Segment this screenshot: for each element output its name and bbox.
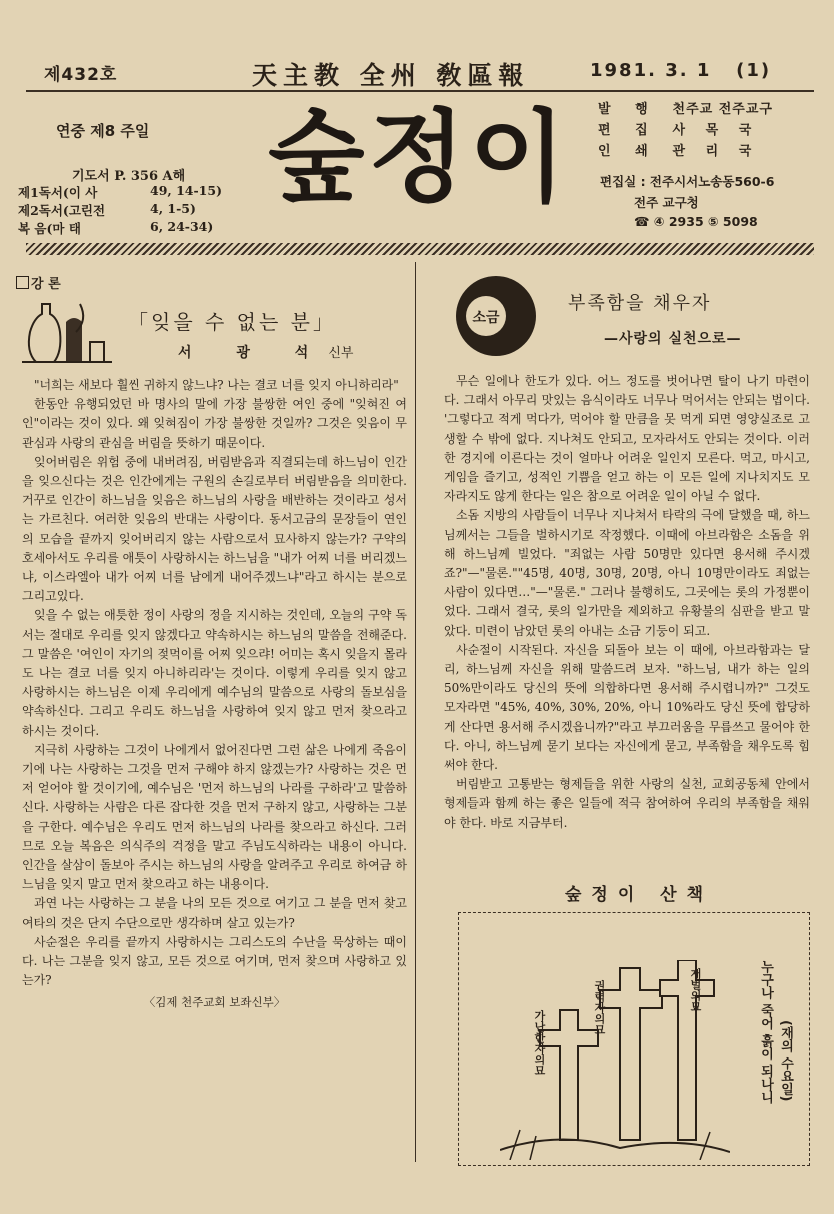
address-line-2: 전주 교구청 [634,195,699,210]
checkbox-icon [16,276,29,289]
publisher-value: 관 리 국 [672,144,760,159]
paragraph: 사순절이 시작된다. 자신을 되돌아 보는 이 때에, 아브라함과는 달리, 하느님께 자신을 위해 말씀드려 보자. "하느님, 내가 하는 일의 50%만이라도 당신의 뜻에 의합하다면 용서해 주시렵니까?" 그것도 모자라면 "45%, 40%, 30%, 20%, 아니 10%라도 당신 뜻에 합당하게 산다면 용서해 주시겠읍니까?"라고 부끄러움을 무릅쓰고 물어야 한다. 아니, 하느님께 묻기 보다는 자신에게 묻고, 부족함을 채우도록 힘써야 한다. [444,642,810,773]
cross-label-poor: 가난한자의묘 [533,1010,546,1076]
masthead-rule [26,90,814,92]
newspaper-logo: 숲정이 [268,99,570,216]
cartoon-caption-date: (재의 수요일) [778,1020,793,1102]
paragraph: 과연 나는 사랑하는 그 분을 나의 모든 것으로 여기고 그 분을 먼저 찾고 여타의 것은 단지 수단으로만 생각하며 살고 있는가? [22,896,407,930]
reading-value: 4, 1-5) [150,201,196,216]
cross-label-powerful: 권력자의묘 [593,980,606,1035]
author-title: 신부 [328,346,354,361]
publisher-key: 편 집 [598,123,658,138]
column-subtitle: —사랑의 실천으로— [604,331,742,347]
publisher-row [598,140,759,159]
paragraph: 무슨 일에나 한도가 있다. 어느 정도를 벗어나면 탈이 나기 마련이다. 그래서 아무리 맛있는 음식이라도 너무나 먹어서는 안되는 법이다. '그렇다고 적게 먹다가, 먹어야 할 만큼을 못 먹게 되면 영양실조로 고생할 수 밖에 없다. 지나쳐도 안되고, 모자라서도 안되는 것이다. 이러한 경지에 이른다는 것이 얼마나 어려운 일인지 모른다. 먹고, 마시고, 게임을 즐기고, 성적인 기쁨을 얻고 하는 이 모든 일에 지나치지도 모자라지도 않게 한다는 일은 참으로 어려운 일이 아닐 수 없다. [444,374,810,504]
paragraph: 사순절은 우리를 끝까지 사랑하시는 그리스도의 수난을 묵상하는 때이다. 나는 그분을 잊지 않고, 모든 것으로 여기며, 먼저 찾으며 사랑하고 있는가? [22,934,407,988]
publisher-row [598,119,759,138]
paragraph: 소돔 지방의 사람들이 너무나 지나쳐서 타락의 극에 달했을 때, 하느님께서는 그들을 벌하시기로 작정했다. 이때에 아브라함은 소돔을 위해 하느님께 빌었다. "죄없는 사람 50명만 있다면 용서해 주시겠죠?"—"물론.""45명, 40명, 30명, 20명, 아니 10명만이라도 죄없는 사람이 있다면…"—"물론." 그러나 불행히도, 그곳에는 롯의 가정뿐이었다. 그래서 결국, 롯의 일가만을 제외하고 유황불의 심판을 받고 말았다. 미련이 남았던 롯의 아내는 소금 기둥이 되고. [444,508,810,638]
liturgical-sunday: 연중 제8 주일 [56,122,150,140]
reading-value: 49, 14-15) [150,183,222,198]
cross-label-rich: 재벌의묘 [689,968,702,1012]
section-tag-label: 강 론 [31,277,61,292]
paragraph: "너희는 새보다 훨씬 귀하지 않느냐? 나는 결코 너를 잊지 아니하리라" [34,378,399,392]
publisher-row [598,98,773,117]
publisher-value: 천주교 전주교구 [672,102,773,117]
cartoon-title: 숲정이 산책 [565,885,714,905]
date-text: 1981. 3. 1 [590,60,712,81]
publisher-key: 발 행 [598,102,658,117]
publisher-key: 인 쇄 [598,144,658,159]
phone-numbers: ☎ ④ 2935 ⑤ 5098 [634,214,758,229]
emblem-label: 소금 [472,310,500,326]
section-tag [16,273,61,292]
editorial-title: 「잊을 수 없는 분」 [128,310,336,334]
editorial-address [600,172,774,229]
paragraph: 한동안 유행되었던 바 명사의 말에 가장 불쌍한 여인 중에 "잊혀진 여인"이라는 것이 있다. 왜 잊혀짐이 가장 불쌍한 것일까? 그것은 잊음이 무관심과 사랑의 관심을 버림을 뜻하기 때문이다. [22,397,407,450]
reading-value: 6, 24-34) [150,219,214,234]
issue-date [590,60,771,81]
address-line: 편집실 : 전주시서노송동560-6 [600,174,775,189]
column-title: 부족함을 채우자 [568,293,712,314]
hatched-divider [26,243,814,255]
vase-illustration-icon [16,292,116,364]
editorial-body [22,376,407,1012]
salt-emblem-icon [448,272,544,360]
paragraph: 버림받고 고통받는 형제들을 위한 사랑의 실천, 교회공동체 안에서 형제들과 함께 하는 좋은 일들에 적극 참여하여 우리의 부족함을 채워야 한다. 바로 지금부터. [444,777,810,830]
reading-1 [0,183,240,203]
paragraph: 잊을 수 없는 애틋한 정이 사랑의 정을 지시하는 것인데, 오늘의 구약 독서는 절대로 우리를 잊지 않겠다고 약속하시는 하느님의 말씀을 전해준다. 그 말씀은 '여인이 자기의 젖먹이를 어찌 잊으랴! 어미는 혹시 잊을지 몰라도 나는 결코 너를 잊지 아니하리라'는 것이다. 이렇게 우리를 잊지 않고 사랑하시는 하느님은 이제 우리에게 예수님의 말씀으로 사랑의 돌보심을 약속하신다. 그리고 우리도 하느님을 사랑하여 잊지 않고 먼저 찾으라고 하시는 것이다. [22,608,407,738]
reading-label: 제1독서(이 사 [18,185,98,200]
prayer-book-ref: 기도서 P. 356 A해 [72,169,186,184]
paragraph: 지극히 사랑하는 그것이 나에게서 없어진다면 그런 삶은 나에게 죽음이기에 나는 사랑하는 그것을 먼저 구해야 하지 않겠는가? 사랑하는 것은 먼저 얻어야 할 것이기에, 예수님은 '먼저 하느님의 나라를 구하라'고 말씀하신다. 사랑하는 사람은 다른 잡다한 것을 먼저 구하지 않고, 사랑하는 그분을 구한다. 예수님은 우리도 먼저 하느님의 나라를 찾으라고 하신다. 그러므로 오늘 복음은 의식주의 걱정을 말고 주님도식하라는 내용이 아니다. 인간을 살삼이 돌보아 주시는 하느님의 사랑을 알려주고 우리로 하여금 하느님을 잊지 말고 먼저 찾으라고 하는 내용이다. [22,742,407,892]
page-number: (1) [736,60,772,81]
issue-number: 제432호 [44,65,118,85]
author-name: 서 광 석 [178,345,329,361]
cartoon-caption: 누구나 죽어 흙이 되나니 [758,960,773,1104]
reading-2 [0,201,240,221]
publisher-value: 사 목 국 [672,123,760,138]
reading-label: 복 음(마 태 [18,221,81,236]
author-credit: 〈김제 천주교회 보좌신부〉 [143,994,286,1009]
reading-3 [0,219,240,239]
reading-label: 제2독서(고린전 [18,203,106,218]
author-byline [178,342,353,362]
paper-name: 天主教 全州 敎區報 [252,61,530,90]
column-body [444,372,810,833]
paragraph: 잊어버림은 위험 중에 내버려짐, 버림받음과 직결되는데 하느님이 인간을 잊으신다는 것은 인간에게는 구원의 손길로부터 버림받음을 의미한다. 거꾸로 인간이 하느님을 잊음은 하느님의 사랑을 배반하는 것이라고 성서는 가르친다. 여러한 잊음의 반대는 사랑이다. 동서고금의 문장들이 연인의 모습을 끝까지 잊어버리지 않는 사람으로서 묘사하지 않는가? 구약의 호세아서도 우리를 애틋이 사랑하시는 하느님을 "내가 어찌 너를 버리겠느냐, 이스라엘아 내가 어찌 너를 남에게 내어주겠느냐"라고 하시는 분으로 그리고있다. [22,454,407,604]
